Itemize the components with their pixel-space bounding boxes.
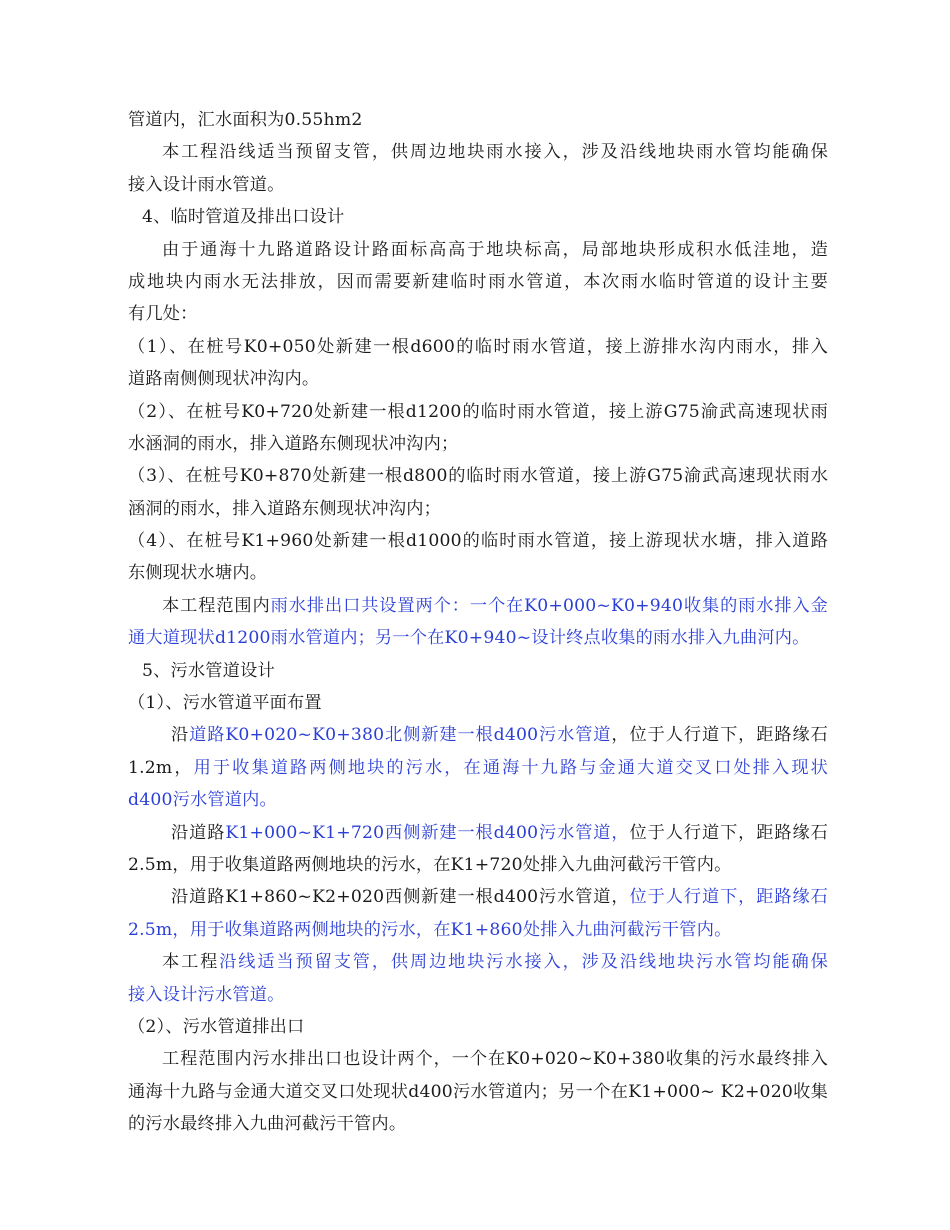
text-run: （1）、污水管道平面布置: [128, 693, 322, 714]
highlighted-text: 2.5m，用于收集道路两侧地块的污水，在K1+860处排入九曲河截污干管内。: [128, 919, 732, 940]
text-line: [128, 881, 828, 913]
text-run: 有几处：: [128, 304, 198, 325]
text-line: [128, 363, 828, 395]
section-heading: [128, 655, 828, 687]
text-line: [128, 752, 828, 784]
subsection-heading: [128, 1011, 828, 1043]
text-line: [128, 557, 828, 589]
highlighted-text: d400污水管道内。: [128, 790, 277, 811]
text-run: 通海十九路与金通大道交叉口处现状d400污水管道内；另一个在K1+000~ K2+020收集: [128, 1081, 828, 1102]
text-line: [128, 169, 828, 201]
highlighted-text: 雨水排出口共设置两个：一个在K0+000~K0+940收集的雨水排入金: [270, 595, 828, 616]
text-run: （1）、在桩号K0+050处新建一根d600的临时雨水管道，接上游排水沟内雨水，排入: [128, 336, 828, 357]
text-run: 沿道路K1+860~K2+020西侧新建一根d400污水管道，: [171, 887, 630, 908]
text-line: [128, 428, 828, 460]
text-line: [128, 493, 828, 525]
text-run: （2）、污水管道排出口: [128, 1016, 305, 1037]
text-line: [128, 1076, 828, 1108]
text-run: 1.2m，: [128, 757, 194, 778]
highlighted-text: 沿线适当预留支管，供周边地块污水接入，涉及沿线地块污水管均能确保: [219, 952, 828, 973]
text-line: [128, 817, 828, 849]
text-run: （2）、在桩号K0+720处新建一根d1200的临时雨水管道，接上游G75渝武高速现状雨: [128, 401, 828, 422]
document-page: [128, 104, 828, 1141]
text-line: [128, 622, 828, 654]
text-line: [128, 266, 828, 298]
text-run: ，位于人行道下，距路缘石: [611, 725, 828, 746]
text-run: 5、污水管道设计: [142, 660, 275, 681]
text-run: 的污水最终排入九曲河截污干管内。: [128, 1114, 407, 1135]
text-line: [128, 331, 828, 363]
text-line: [128, 946, 828, 978]
text-line: [128, 849, 828, 881]
text-run: 本工程: [162, 952, 220, 973]
text-run: 本工程范围内: [162, 595, 271, 616]
text-run: 沿: [171, 725, 190, 746]
text-line: [128, 396, 828, 428]
text-line: [128, 525, 828, 557]
text-run: （3）、在桩号K0+870处新建一根d800的临时雨水管道，接上游G75渝武高速现状雨水: [128, 466, 828, 487]
highlighted-text: 道路K0+020~K0+380北侧新建一根d400污水管道: [189, 725, 612, 746]
text-run: 接入设计雨水管道。: [128, 174, 285, 195]
text-line: [128, 719, 828, 751]
text-run: 位于人行道下，距路缘石: [629, 822, 828, 843]
highlighted-text: 通大道现状d1200雨水管道内；另一个在K0+940~设计终点收集的雨水排入九曲河内。: [128, 628, 810, 649]
text-run: 工程范围内污水排出口也设计两个，一个在K0+020~K0+380收集的污水最终排入: [162, 1049, 828, 1070]
text-line: [128, 104, 828, 136]
highlighted-text: 接入设计污水管道。: [128, 984, 285, 1005]
text-run: 涵洞的雨水，排入道路东侧现状冲沟内；: [128, 498, 441, 519]
text-line: [128, 1043, 828, 1075]
text-run: 水涵洞的雨水，排入道路东侧现状冲沟内；: [128, 433, 459, 454]
text-run: 沿道路: [171, 822, 226, 843]
text-run: 成地块内雨水无法排放，因而需要新建临时雨水管道，本次雨水临时管道的设计主要: [128, 271, 828, 292]
text-line: [128, 136, 828, 168]
text-run: 管道内，汇水面积为0.55hm2: [128, 110, 363, 130]
text-line: [128, 979, 828, 1011]
text-run: 由于通海十九路道路设计路面标高高于地块标高，局部地块形成积水低洼地，造: [162, 239, 828, 260]
section-heading: [128, 201, 828, 233]
highlighted-text: K1+000~K1+720西侧新建一根d400污水管道，: [225, 822, 630, 843]
text-line: [128, 590, 828, 622]
text-line: [128, 784, 828, 816]
highlighted-text: 位于人行道下，距路缘石: [629, 887, 828, 908]
text-run: 道路南侧侧现状冲沟内。: [128, 369, 320, 390]
text-line: [128, 298, 828, 330]
text-run: 2.5m，用于收集道路两侧地块的污水，在K1+720处排入九曲河截污干管内。: [128, 854, 732, 875]
text-line: [128, 234, 828, 266]
text-run: 东侧现状水塘内。: [128, 563, 268, 584]
text-line: [128, 460, 828, 492]
text-run: （4）、在桩号K1+960处新建一根d1000的临时雨水管道，接上游现状水塘，排入道路: [128, 531, 828, 552]
text-line: [128, 1108, 828, 1140]
highlighted-text: 用于收集道路两侧地块的污水，在通海十九路与金通大道交叉口处排入现状: [193, 757, 828, 778]
text-run: 本工程沿线适当预留支管，供周边地块雨水接入，涉及沿线地块雨水管均能确保: [162, 142, 828, 163]
text-run: 4、临时管道及排出口设计: [142, 207, 345, 228]
text-line: [128, 914, 828, 946]
subsection-heading: [128, 687, 828, 719]
